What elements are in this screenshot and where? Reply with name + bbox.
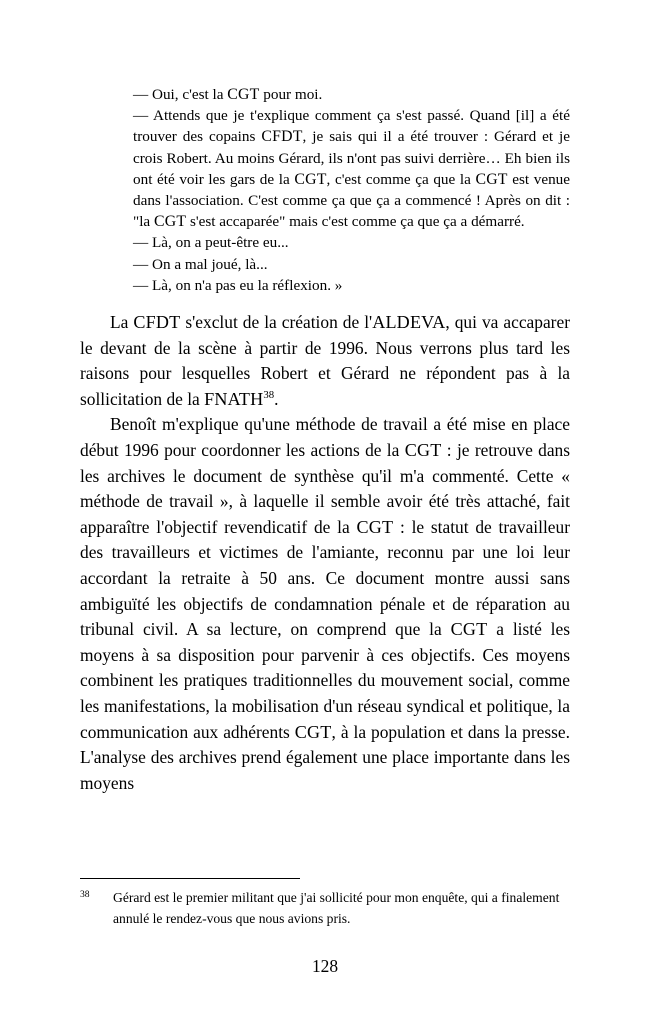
- acronym-aldeva: ALDEVA: [372, 312, 446, 333]
- acronym-cgt: CGT: [404, 440, 442, 460]
- blockquote-line-2-part-4: est venue dans l'association. C'est comme ça que ça a commencé ! Après on dit : "la: [133, 170, 571, 231]
- blockquote-line-2-part-1: — Attends que je t'explique comment ça s'est passé. Quand [il] a été trouver des copains: [133, 107, 570, 146]
- acronym-cgt: CGT: [475, 170, 508, 188]
- paragraph-2-part-2: : je retrouve dans les archives le document de synthèse qu'il m'a commenté. Cette « méthode de travail », à laquelle il semble avoir été très attaché, fait apparaître l'objectif revendicatif de la: [80, 440, 570, 537]
- footnote-text: Gérard est le premier militant que j'ai sollicité pour mon enquête, qui a finalement annulé le rendez-vous que nous avions pris.: [113, 890, 560, 926]
- blockquote-line-2-part-2: , je sais qui il a été trouver : Gérard et je crois Robert. Au moins Gérard, ils n'ont pas suivi derrière… Eh bien ils ont été voir les gars de la: [133, 128, 571, 188]
- blockquote-line-2-part-5: s'est accaparée" mais c'est comme ça que ça a démarré.: [186, 213, 525, 231]
- body-paragraph-1: [80, 310, 570, 412]
- acronym-cfdt: CFDT: [261, 128, 303, 146]
- paragraph-1-part-3: , qui va accaparer le devant de la scène à partir de 1996. Nous verrons plus tard les raisons pour lesquelles Robert et Gérard ne répondent pas à la sollicitation de la: [80, 312, 570, 409]
- blockquote-line-1-suffix: pour moi.: [259, 86, 323, 103]
- paragraph-1-part-4: .: [274, 388, 279, 409]
- footnote-separator-rule: [80, 878, 300, 879]
- acronym-cfdt: CFDT: [133, 312, 181, 333]
- blockquote-line-1-prefix: — Oui, c'est la: [133, 86, 228, 103]
- acronym-cgt: CGT: [153, 213, 187, 231]
- acronym-cgt: CGT: [227, 86, 260, 103]
- footnote-reference-38[interactable]: 38: [263, 389, 275, 402]
- footnote-area: [80, 878, 570, 929]
- paragraph-2-part-4: a listé les moyens à sa disposition pour parvenir à ces objectifs. Ces moyens combinent les pratiques traditionnelles du mouvement social, comme les manifestations, la mobilisation d'un réseau syndical et politique, la communication aux adhérents: [80, 619, 571, 742]
- paragraph-2-part-1: Benoît m'explique qu'une méthode de travail a été mise en place début 1996 pour coordonner les actions de la: [80, 414, 570, 460]
- paragraph-1-part-2: s'exclut de la création de l': [180, 312, 373, 333]
- paragraph-2-part-3: : le statut de travailleur des travailleurs et victimes de l'amiante, reconnu par une loi leur accordant la retraite à 50 ans. Ce document montre aussi sans ambiguïté les objectifs de condamnation pénale et de réparation au tribunal civil. A sa lecture, on comprend que la: [80, 516, 570, 640]
- paragraph-2-part-5: , à la population et dans la presse. L'analyse des archives prend également une place importante dans les moyens: [80, 721, 570, 793]
- blockquote-line-4: — On a mal joué, là...: [133, 255, 268, 273]
- acronym-fnath: FNATH: [204, 388, 264, 409]
- blockquote-line-2: [133, 105, 570, 232]
- acronym-cgt: CGT: [450, 619, 488, 640]
- interview-blockquote: [133, 84, 570, 296]
- blockquote-line-1: [133, 84, 570, 105]
- footnote-number: 38: [80, 889, 90, 900]
- acronym-cgt: CGT: [294, 170, 327, 188]
- blockquote-line-3: — Là, on a peut-être eu...: [133, 234, 289, 252]
- footnote-38: [80, 888, 570, 929]
- blockquote-line-2-part-3: , c'est comme ça que la: [326, 170, 476, 188]
- body-paragraph-2: [80, 412, 570, 796]
- acronym-cgt: CGT: [356, 516, 394, 537]
- acronym-cgt: CGT: [294, 721, 332, 742]
- paragraph-1-part-1: La: [110, 312, 134, 333]
- text-column: [80, 84, 570, 796]
- blockquote-line-5: — Là, on n'a pas eu la réflexion. »: [133, 276, 343, 294]
- page-number: 128: [311, 956, 339, 976]
